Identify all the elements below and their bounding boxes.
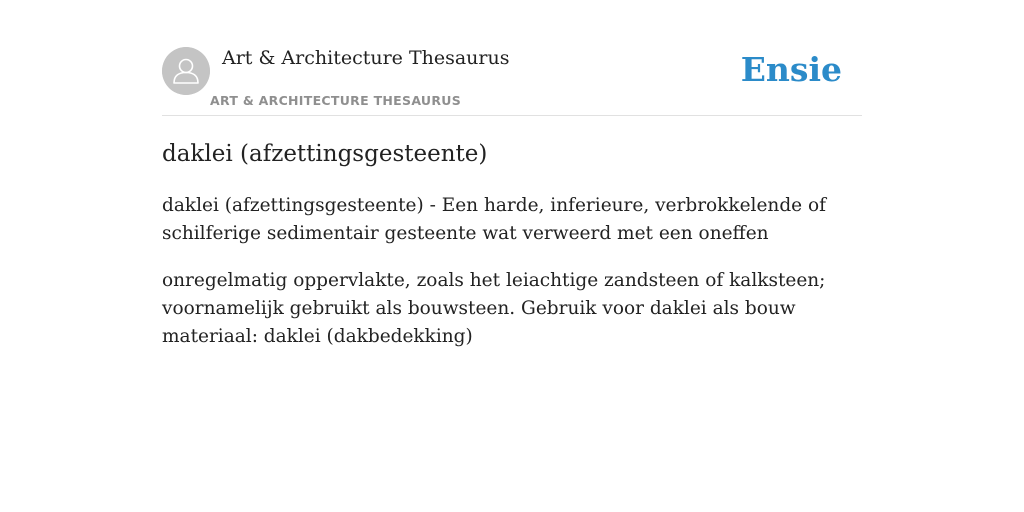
page-container: [162, 0, 862, 347]
brand-logo[interactable]: Ensie: [740, 50, 842, 89]
user-avatar-icon[interactable]: [162, 47, 210, 95]
source-title[interactable]: Art & Architecture Thesaurus: [222, 47, 510, 69]
entry-title: daklei (afzettingsgesteente): [162, 141, 488, 167]
entry-paragraph: daklei (afzettingsgesteente) - Een harde, inferieure, verbrokkelende of schilferige sedimentair gesteente wat verweerd met een oneffen: [162, 195, 826, 244]
person-icon: [162, 47, 210, 95]
source-subtitle[interactable]: ART & ARCHITECTURE THESAURUS: [210, 93, 462, 108]
entry-paragraph: onregelmatig oppervlakte, zoals het leiachtige zandsteen of kalksteen; voornamelijk gebruikt als bouwsteen. Gebruik voor daklei als bouw materiaal: daklei (dakbedekking): [162, 270, 826, 347]
entry-header: [162, 0, 862, 116]
